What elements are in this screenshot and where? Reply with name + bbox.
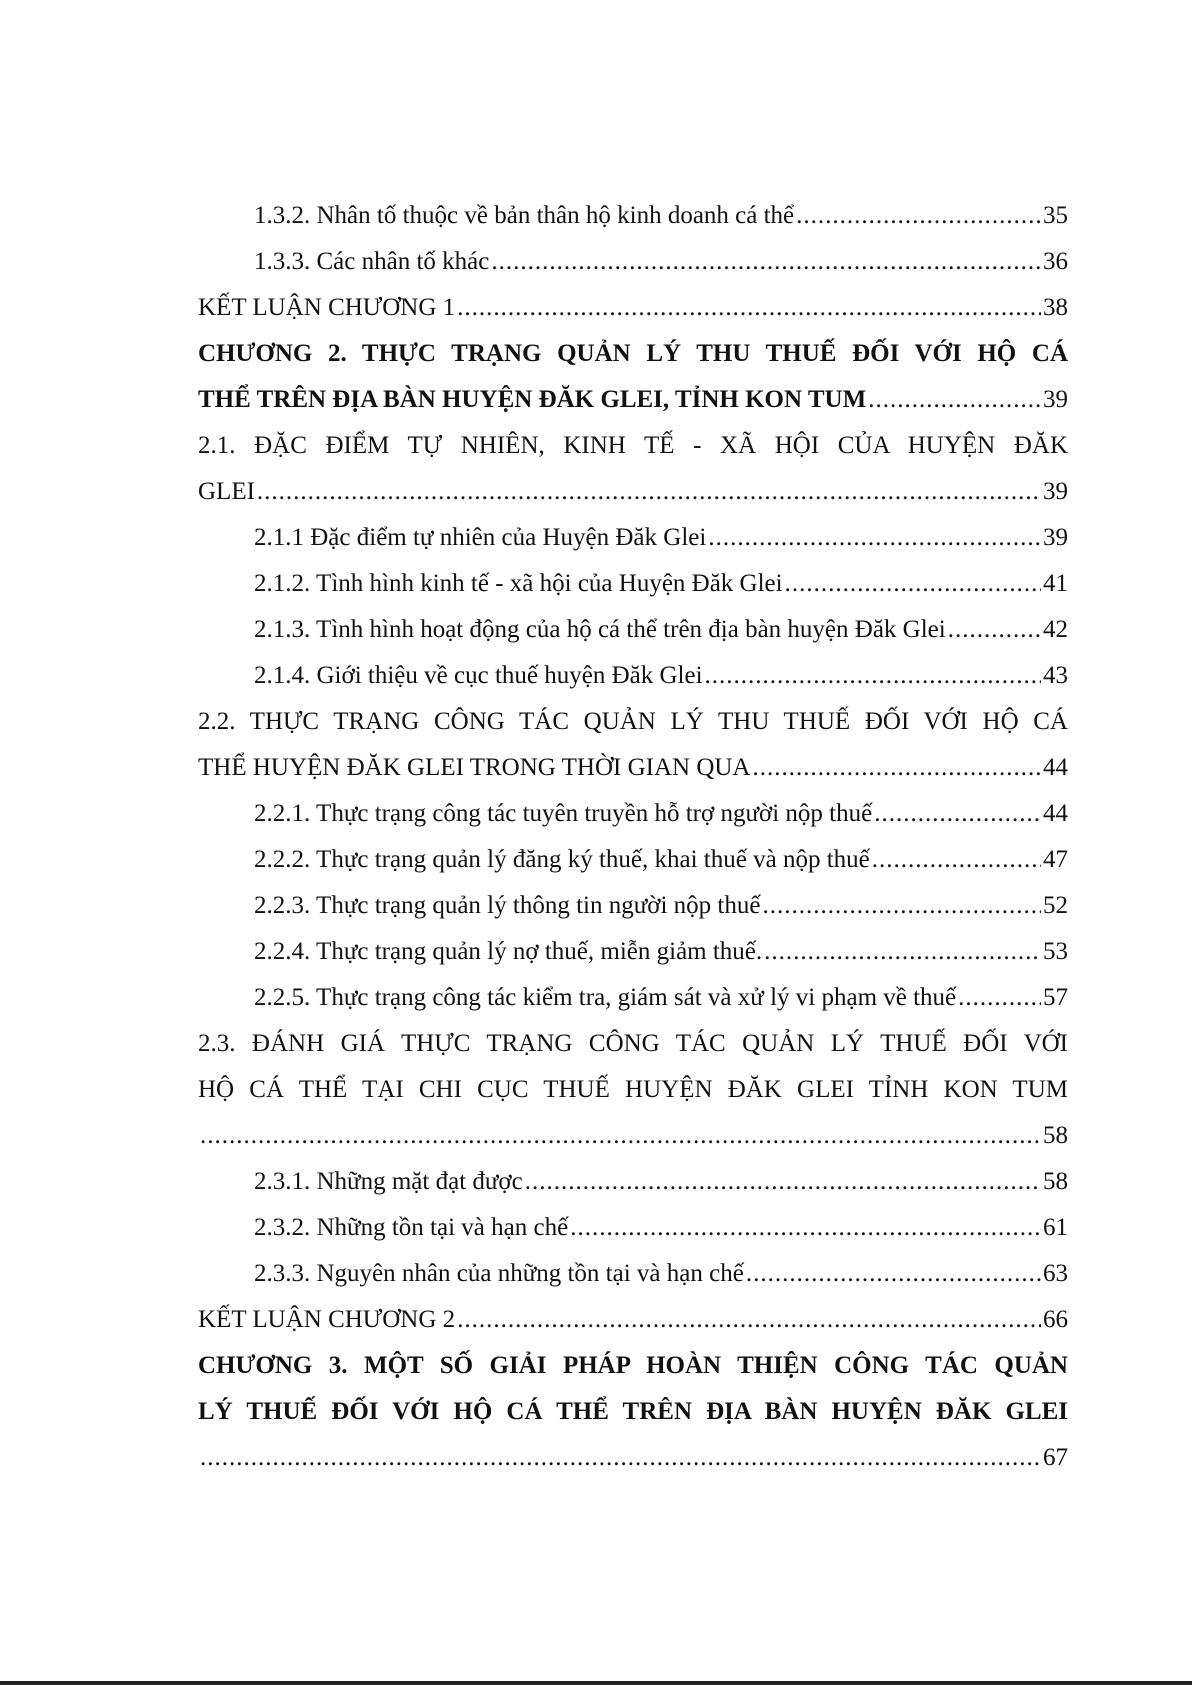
dot-leader: [752, 745, 1041, 791]
toc-entry[interactable]: [198, 929, 1068, 975]
toc-entry-title: 1.3.3. Các nhân tố khác: [254, 248, 490, 275]
toc-page-number: 57: [1043, 984, 1068, 1011]
toc-page-number: 35: [1043, 202, 1068, 229]
toc-entry-title: 2.3.2. Những tồn tại và hạn chế: [254, 1214, 569, 1241]
toc-entry-row: [198, 377, 1068, 423]
toc-entry-title: 2.2.4. Thực trạng quản lý nợ thuế, miễn giảm thuế.: [254, 938, 763, 965]
toc-entry[interactable]: [198, 515, 1068, 561]
toc-entry-title: 2.3.3. Nguyên nhân của những tồn tại và hạn chế: [254, 1260, 744, 1287]
toc-page-number: 43: [1043, 662, 1068, 689]
toc-entry[interactable]: [198, 883, 1068, 929]
toc-entry-row: [254, 837, 1068, 883]
toc-page-number: 38: [1043, 294, 1068, 321]
toc-entry-row: [254, 1205, 1068, 1251]
toc-entry[interactable]: [198, 837, 1068, 883]
toc-entry-row: [198, 1113, 1068, 1159]
toc-entry[interactable]: [198, 239, 1068, 285]
toc-entry[interactable]: [198, 1021, 1068, 1159]
dot-leader: [705, 653, 1041, 699]
dot-leader: [762, 883, 1041, 929]
toc-entry-title: THỂ TRÊN ĐỊA BÀN HUYỆN ĐĂK GLEI, TỈNH KON TUM: [198, 386, 867, 413]
toc-page-number: 39: [1043, 386, 1068, 413]
toc-entry-row: [254, 1251, 1068, 1297]
toc-entry[interactable]: [198, 975, 1068, 1021]
toc-page-number: 63: [1043, 1260, 1068, 1287]
toc-entry-row: [198, 469, 1068, 515]
toc-entry[interactable]: [198, 607, 1068, 653]
toc-entry-title: 2.2.2. Thực trạng quản lý đăng ký thuế, khai thuế và nộp thuế: [254, 846, 870, 873]
toc-page-number: 39: [1043, 524, 1068, 551]
toc-entry-row: [254, 929, 1068, 975]
toc-entry-title: GLEI: [198, 478, 255, 505]
toc-entry-title: 2.2.3. Thực trạng quản lý thông tin người nộp thuế: [254, 892, 761, 919]
toc-entry-line: LÝ THUẾ ĐỐI VỚI HỘ CÁ THỂ TRÊN ĐỊA BÀN HUYỆN ĐĂK GLEI: [198, 1398, 1068, 1425]
toc-entry[interactable]: [198, 699, 1068, 791]
toc-page-number: 52: [1043, 892, 1068, 919]
toc-entry-title: 2.2.1. Thực trạng công tác tuyên truyền hỗ trợ người nộp thuế: [254, 800, 873, 827]
dot-leader: [796, 193, 1041, 239]
toc-entry-row: [254, 561, 1068, 607]
toc-entry[interactable]: [198, 423, 1068, 515]
toc-entry-title: 2.1.1 Đặc điểm tự nhiên của Huyện Đăk Glei: [254, 524, 707, 551]
dot-leader: [200, 1113, 1041, 1159]
toc-entry-title: THỂ HUYỆN ĐĂK GLEI TRONG THỜI GIAN QUA: [198, 754, 751, 781]
toc-entry[interactable]: [198, 653, 1068, 699]
toc-page-number: 36: [1043, 248, 1068, 275]
dot-leader: [570, 1205, 1041, 1251]
toc-entry[interactable]: [198, 1205, 1068, 1251]
toc-entry-row: [254, 883, 1068, 929]
dot-leader: [257, 469, 1041, 515]
toc-entry[interactable]: [198, 1159, 1068, 1205]
toc-entry-row: [254, 975, 1068, 1021]
toc-entry-row: [254, 193, 1068, 239]
toc-entry-row: [254, 1159, 1068, 1205]
toc-entry-row: [198, 285, 1068, 331]
toc-entry-row: [254, 239, 1068, 285]
toc-entry[interactable]: [198, 1297, 1068, 1343]
dot-leader: [708, 515, 1041, 561]
toc-page-number: 66: [1043, 1306, 1068, 1333]
toc-page-number: 41: [1043, 570, 1068, 597]
dot-leader: [200, 1435, 1041, 1481]
dot-leader: [874, 791, 1041, 837]
toc-entry-line: 2.1. ĐẶC ĐIỂM TỰ NHIÊN, KINH TẾ - XÃ HỘI CỦA HUYỆN ĐĂK: [198, 432, 1068, 459]
dot-leader: [491, 239, 1041, 285]
toc-page-number: 61: [1043, 1214, 1068, 1241]
toc-entry-row: [254, 791, 1068, 837]
page-bottom-edge: [0, 1681, 1192, 1685]
dot-leader: [868, 377, 1041, 423]
toc-entry-title: KẾT LUẬN CHƯƠNG 2: [198, 1306, 456, 1333]
toc-page-number: 47: [1043, 846, 1068, 873]
toc-entry-row: [198, 1297, 1068, 1343]
toc-entry[interactable]: [198, 791, 1068, 837]
toc-page-number: 44: [1043, 754, 1068, 781]
toc-entry-row: [254, 607, 1068, 653]
toc-entry-title: 2.3.1. Những mặt đạt được: [254, 1168, 523, 1195]
toc-page-number: 67: [1043, 1444, 1068, 1471]
dot-leader: [746, 1251, 1041, 1297]
dot-leader: [457, 1297, 1041, 1343]
toc-entry-line: CHƯƠNG 3. MỘT SỐ GIẢI PHÁP HOÀN THIỆN CÔNG TÁC QUẢN: [198, 1352, 1068, 1379]
toc-entry-row: [198, 745, 1068, 791]
toc-entry[interactable]: [198, 561, 1068, 607]
toc-entry-line: HỘ CÁ THỂ TẠI CHI CỤC THUẾ HUYỆN ĐĂK GLEI TỈNH KON TUM: [198, 1076, 1068, 1103]
toc-entry[interactable]: [198, 193, 1068, 239]
table-of-contents: [198, 193, 1068, 1481]
toc-entry[interactable]: [198, 1343, 1068, 1481]
dot-leader: [525, 1159, 1041, 1205]
toc-entry-title: 2.2.5. Thực trạng công tác kiểm tra, giám sát và xử lý vi phạm về thuế: [254, 984, 957, 1011]
toc-page-number: 58: [1043, 1122, 1068, 1149]
toc-entry[interactable]: [198, 1251, 1068, 1297]
dot-leader: [457, 285, 1041, 331]
toc-entry-title: 2.1.3. Tình hình hoạt động của hộ cá thể trên địa bàn huyện Đăk Glei: [254, 616, 946, 643]
toc-page-number: 53: [1043, 938, 1068, 965]
toc-entry[interactable]: [198, 285, 1068, 331]
toc-page-number: 44: [1043, 800, 1068, 827]
toc-page-number: 39: [1043, 478, 1068, 505]
toc-entry-row: [254, 653, 1068, 699]
toc-page-number: 42: [1043, 616, 1068, 643]
toc-entry-line: 2.2. THỰC TRẠNG CÔNG TÁC QUẢN LÝ THU THUẾ ĐỐI VỚI HỘ CÁ: [198, 708, 1068, 735]
toc-entry[interactable]: [198, 331, 1068, 423]
toc-entry-title: 2.1.4. Giới thiệu về cục thuế huyện Đăk Glei: [254, 662, 703, 689]
toc-entry-title: KẾT LUẬN CHƯƠNG 1: [198, 294, 456, 321]
dot-leader: [958, 975, 1041, 1021]
dot-leader: [872, 837, 1041, 883]
dot-leader: [948, 607, 1041, 653]
toc-entry-title: 1.3.2. Nhân tố thuộc về bản thân hộ kinh doanh cá thể: [254, 202, 795, 229]
dot-leader: [785, 561, 1041, 607]
toc-entry-line: 2.3. ĐÁNH GIÁ THỰC TRẠNG CÔNG TÁC QUẢN LÝ THUẾ ĐỐI VỚI: [198, 1030, 1068, 1057]
toc-entry-row: [198, 1435, 1068, 1481]
toc-entry-row: [254, 515, 1068, 561]
toc-entry-line: CHƯƠNG 2. THỰC TRẠNG QUẢN LÝ THU THUẾ ĐỐI VỚI HỘ CÁ: [198, 340, 1068, 367]
toc-entry-title: 2.1.2. Tình hình kinh tế - xã hội của Huyện Đăk Glei: [254, 570, 783, 597]
toc-page-number: 58: [1043, 1168, 1068, 1195]
dot-leader: [764, 929, 1041, 975]
